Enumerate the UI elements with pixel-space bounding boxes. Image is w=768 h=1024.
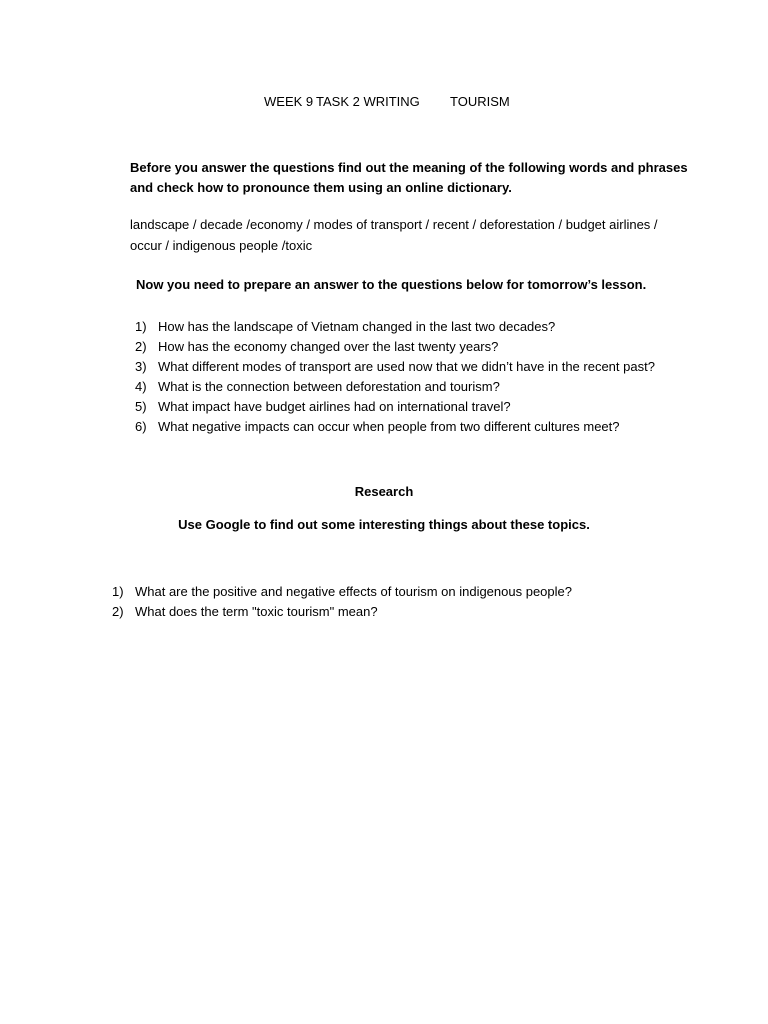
- list-text: How has the landscape of Vietnam changed in the last two decades?: [158, 319, 556, 334]
- title-task: TASK 2 WRITING: [316, 94, 420, 109]
- research-heading: Research: [354, 484, 414, 499]
- prepare-instruction: Now you need to prepare an answer to the questions below for tomorrow’s lesson.: [136, 277, 647, 292]
- research-instruction: Use Google to find out some interesting things about these topics.: [178, 517, 590, 532]
- title-topic: TOURISM: [450, 94, 510, 109]
- page-title: [264, 94, 510, 109]
- list-text: What does the term "toxic tourism" mean?: [135, 604, 378, 619]
- vocab-line-2: occur / indigenous people /toxic: [130, 238, 313, 253]
- list-text: How has the economy changed over the last twenty years?: [158, 339, 499, 354]
- list-number: 4): [135, 379, 147, 394]
- list-number: 3): [135, 359, 147, 374]
- list-text: What are the positive and negative effects of tourism on indigenous people?: [135, 584, 572, 599]
- list-number: 1): [112, 584, 124, 599]
- list-text: What different modes of transport are used now that we didn’t have in the recent past?: [158, 359, 655, 374]
- list-number: 6): [135, 419, 147, 434]
- list-text: What negative impacts can occur when people from two different cultures meet?: [158, 419, 620, 434]
- list-text: What is the connection between deforestation and tourism?: [158, 379, 500, 394]
- list-number: 5): [135, 399, 147, 414]
- list-text: What impact have budget airlines had on international travel?: [158, 399, 511, 414]
- list-number: 2): [135, 339, 147, 354]
- list-number: 2): [112, 604, 124, 619]
- intro-instruction: Before you answer the questions find out the meaning of the following words and phrases and check how to pronounce them using an online dictionary.: [130, 160, 688, 195]
- list-number: 1): [135, 319, 147, 334]
- vocab-line-1: landscape / decade /economy / modes of transport / recent / deforestation / budget airlines /: [130, 217, 658, 232]
- title-week: WEEK 9: [264, 94, 314, 109]
